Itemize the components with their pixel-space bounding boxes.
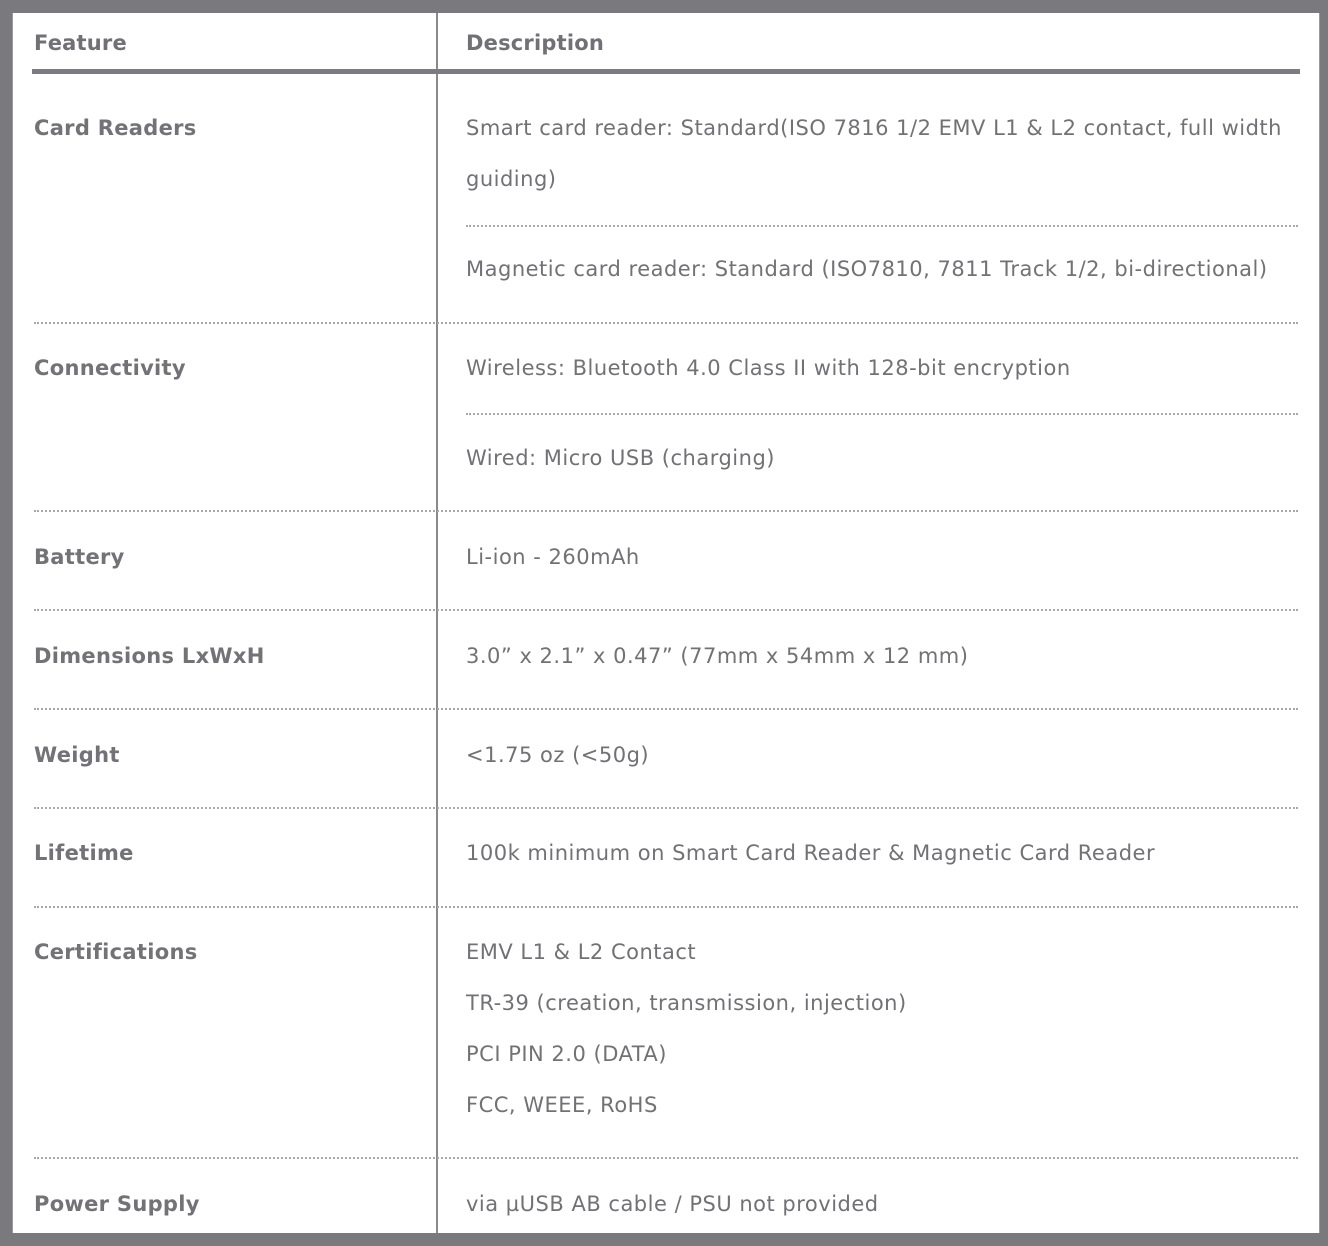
row-separator xyxy=(34,510,1298,512)
feature-battery: Battery xyxy=(34,545,125,569)
desc-wireless: Wireless: Bluetooth 4.0 Class II with 128-bit encryption xyxy=(466,356,1071,380)
feature-weight: Weight xyxy=(34,743,120,767)
desc-dimensions: 3.0” x 2.1” x 0.47” (77mm x 54mm x 12 mm) xyxy=(466,644,969,668)
feature-card-readers: Card Readers xyxy=(34,116,197,140)
row-separator xyxy=(34,906,1298,908)
desc-wired: Wired: Micro USB (charging) xyxy=(466,446,775,470)
feature-power-supply: Power Supply xyxy=(34,1192,200,1216)
row-separator xyxy=(34,1157,1298,1159)
desc-cert-fcc: FCC, WEEE, RoHS xyxy=(466,1093,658,1117)
feature-connectivity: Connectivity xyxy=(34,356,186,380)
desc-smart-card-reader-cont: guiding) xyxy=(466,167,557,191)
desc-cert-emv: EMV L1 & L2 Contact xyxy=(466,940,697,964)
row-separator xyxy=(34,322,1298,324)
item-separator xyxy=(466,413,1298,415)
desc-battery: Li-ion - 260mAh xyxy=(466,545,640,569)
desc-cert-pci: PCI PIN 2.0 (DATA) xyxy=(466,1042,667,1066)
header-description: Description xyxy=(466,31,605,55)
desc-smart-card-reader: Smart card reader: Standard(ISO 7816 1/2 EMV L1 & L2 contact, full width xyxy=(466,116,1282,140)
row-separator xyxy=(34,708,1298,710)
desc-power-supply: via µUSB AB cable / PSU not provided xyxy=(466,1192,879,1216)
desc-cert-tr39: TR-39 (creation, transmission, injection) xyxy=(466,991,907,1015)
desc-lifetime: 100k minimum on Smart Card Reader & Magnetic Card Reader xyxy=(466,841,1156,865)
desc-magnetic-card-reader: Magnetic card reader: Standard (ISO7810, 7811 Track 1/2, bi-directional) xyxy=(466,257,1268,281)
feature-certifications: Certifications xyxy=(34,940,198,964)
item-separator xyxy=(466,225,1298,227)
desc-weight: <1.75 oz (<50g) xyxy=(466,743,650,767)
row-separator xyxy=(34,609,1298,611)
header-feature: Feature xyxy=(34,31,127,55)
feature-lifetime: Lifetime xyxy=(34,841,134,865)
row-separator xyxy=(34,807,1298,809)
column-divider xyxy=(436,13,438,1233)
feature-dimensions: Dimensions LxWxH xyxy=(34,644,265,668)
header-rule xyxy=(32,69,1300,74)
